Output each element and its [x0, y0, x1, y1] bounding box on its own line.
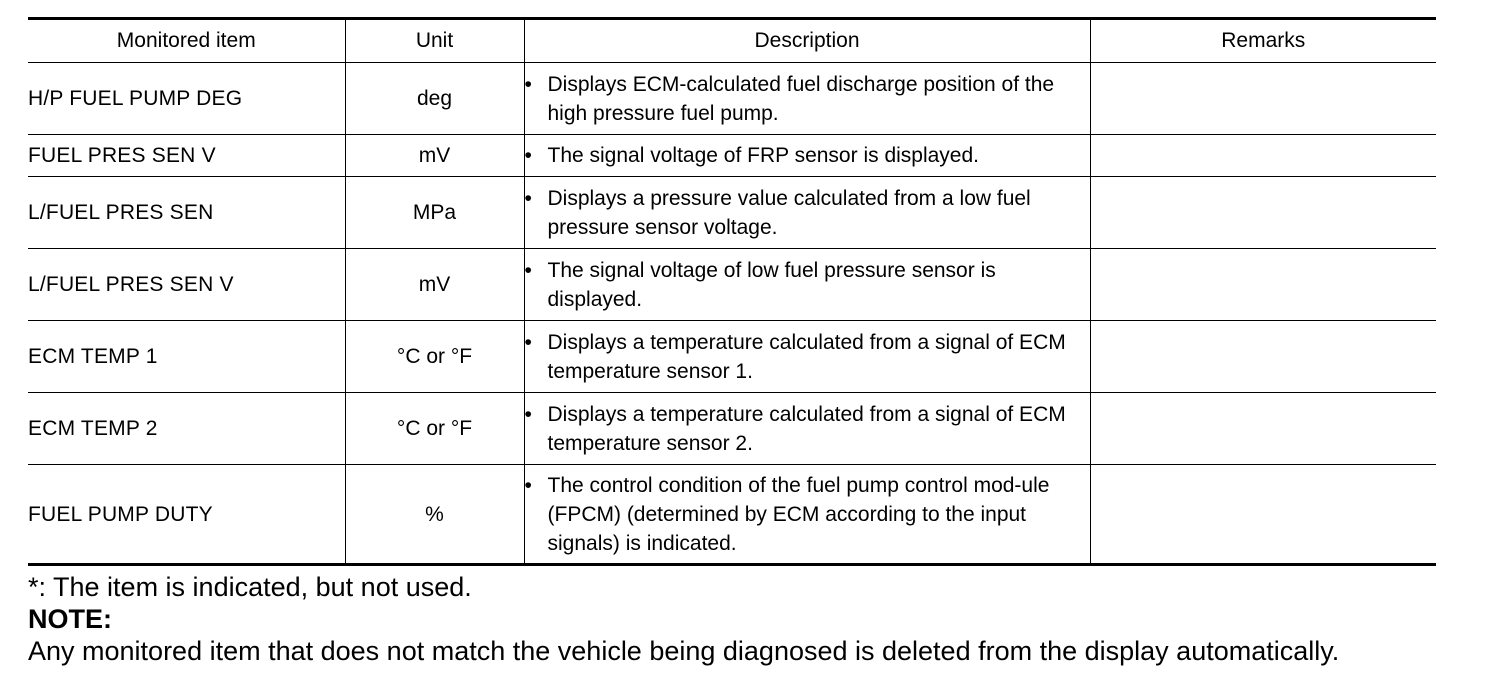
- cell-unit: mV: [345, 135, 524, 177]
- cell-monitored-item: ECM TEMP 1: [28, 321, 345, 393]
- cell-remarks: [1090, 393, 1436, 465]
- cell-description: [524, 249, 1090, 321]
- cell-remarks: [1090, 177, 1436, 249]
- bullet-icon: •: [524, 144, 532, 167]
- note-text: Any monitored item that does not match the vehicle being diagnosed is deleted from the display automatically.: [28, 636, 1340, 666]
- description-text: The signal voltage of FRP sensor is displayed.: [547, 144, 980, 167]
- cell-remarks: [1090, 249, 1436, 321]
- description-text: Displays a temperature calculated from a signal of ECM temperature sensor 2.: [547, 402, 1066, 455]
- description-text: Displays a temperature calculated from a signal of ECM temperature sensor 1.: [547, 330, 1066, 383]
- cell-unit: °C or °F: [345, 393, 524, 465]
- description-text: The signal voltage of low fuel pressure sensor is displayed.: [547, 258, 996, 311]
- header-remarks: Remarks: [1090, 19, 1436, 63]
- document: [28, 17, 1436, 667]
- bullet-icon: •: [524, 258, 532, 282]
- cell-unit: %: [345, 465, 524, 565]
- cell-unit: mV: [345, 249, 524, 321]
- table-row: [28, 135, 1436, 177]
- description-text: Displays a pressure value calculated from a low fuel pressure sensor voltage.: [547, 186, 1031, 239]
- description-text: The control condition of the fuel pump control mod-ule (FPCM) (determined by ECM according to the input signals) is indicated.: [547, 473, 1050, 555]
- bullet-icon: •: [524, 186, 532, 210]
- cell-remarks: [1090, 465, 1436, 565]
- table-row: [28, 465, 1436, 565]
- table-row: [28, 393, 1436, 465]
- cell-unit: deg: [345, 63, 524, 135]
- cell-description: [524, 63, 1090, 135]
- note-heading: NOTE:: [28, 604, 112, 634]
- header-monitored-item: Monitored item: [28, 19, 345, 63]
- table-row: [28, 177, 1436, 249]
- table-row: [28, 63, 1436, 135]
- cell-monitored-item: L/FUEL PRES SEN V: [28, 249, 345, 321]
- cell-description: [524, 135, 1090, 177]
- cell-monitored-item: FUEL PUMP DUTY: [28, 465, 345, 565]
- table-header-row: [28, 19, 1436, 63]
- footnote: *: The item is indicated, but not used.: [28, 572, 472, 602]
- notes-section: [28, 571, 1436, 667]
- cell-monitored-item: L/FUEL PRES SEN: [28, 177, 345, 249]
- bullet-icon: •: [524, 330, 532, 354]
- cell-remarks: [1090, 135, 1436, 177]
- monitor-item-table: [28, 17, 1436, 566]
- cell-monitored-item: H/P FUEL PUMP DEG: [28, 63, 345, 135]
- cell-monitored-item: ECM TEMP 2: [28, 393, 345, 465]
- cell-description: [524, 465, 1090, 565]
- description-text: Displays ECM-calculated fuel discharge position of the high pressure fuel pump.: [547, 72, 1055, 125]
- cell-remarks: [1090, 321, 1436, 393]
- header-unit: Unit: [345, 19, 524, 63]
- header-description: Description: [524, 19, 1090, 63]
- table-row: [28, 249, 1436, 321]
- cell-description: [524, 177, 1090, 249]
- cell-monitored-item: FUEL PRES SEN V: [28, 135, 345, 177]
- bullet-icon: •: [524, 402, 532, 426]
- bullet-icon: •: [524, 72, 532, 96]
- cell-unit: °C or °F: [345, 321, 524, 393]
- table-row: [28, 321, 1436, 393]
- bullet-icon: •: [524, 473, 532, 497]
- cell-remarks: [1090, 63, 1436, 135]
- cell-unit: MPa: [345, 177, 524, 249]
- cell-description: [524, 393, 1090, 465]
- cell-description: [524, 321, 1090, 393]
